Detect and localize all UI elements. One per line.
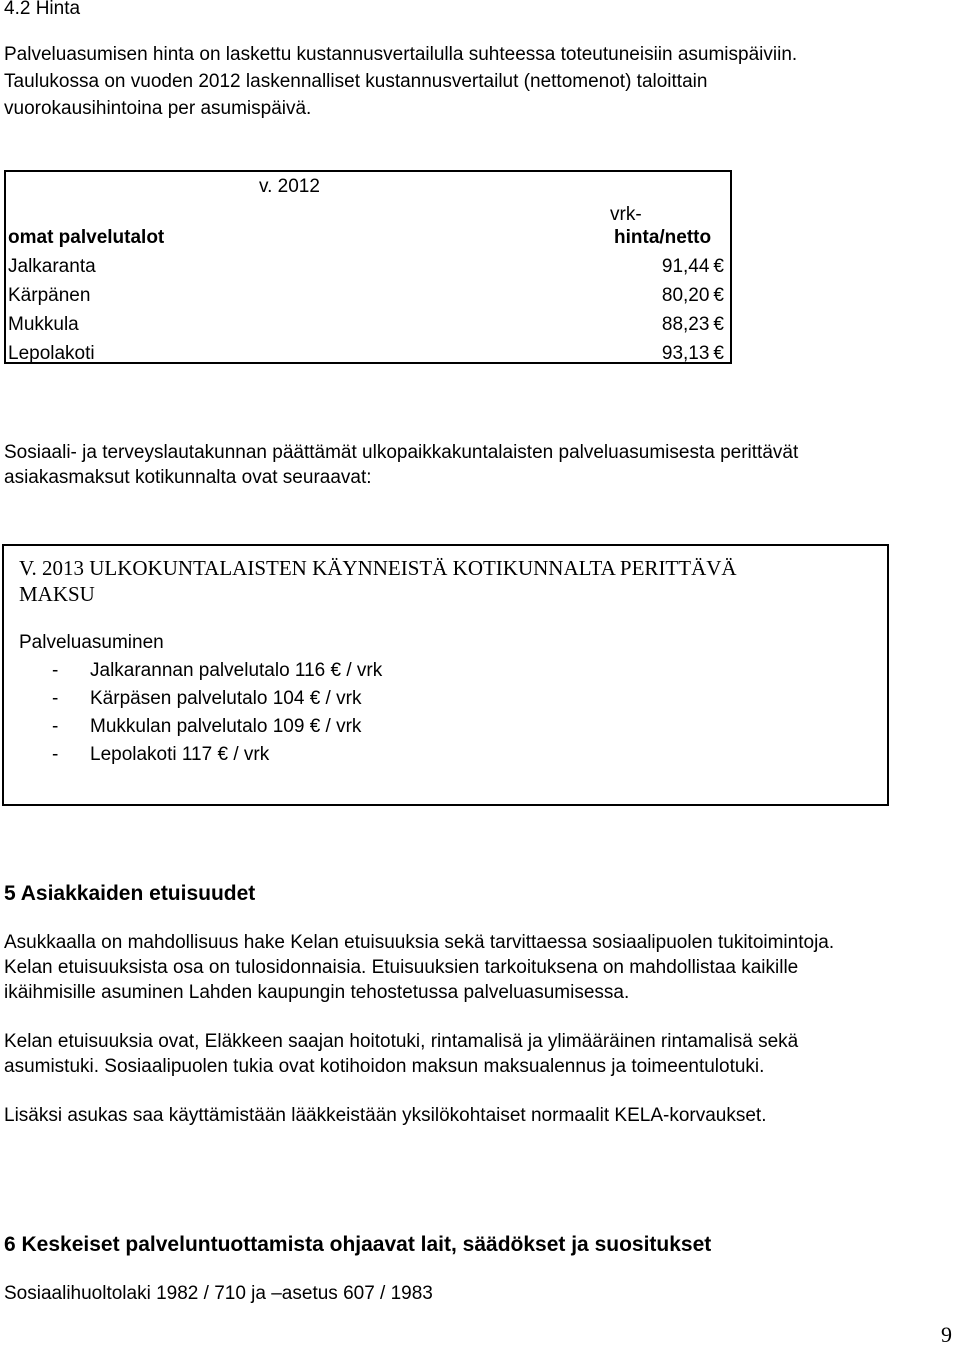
paragraph-line: vuorokausihintoina per asumispäivä. — [4, 98, 312, 119]
table-row-value: 88,23 € — [661, 314, 724, 335]
paragraph-line: asumistuki. Sosiaalipuolen tukia ovat kotihoidon maksun maksualennus ja toimeentulotuki. — [4, 1056, 765, 1077]
column-header-line1: vrk- — [610, 204, 642, 225]
euro-icon: € — [713, 314, 724, 335]
list-item: - Lepolakoti 117 € / vrk — [52, 744, 270, 765]
fees-intro-line: asiakasmaksut kotikunnalta ovat seuraavat: — [4, 467, 372, 488]
table-row-name: Lepolakoti — [8, 343, 95, 364]
column-header-price: hinta/netto — [614, 227, 712, 248]
list-item: - Jalkarannan palvelutalo 116 € / vrk — [52, 660, 383, 681]
page-number: 9 — [941, 1322, 952, 1347]
euro-icon: € — [713, 285, 724, 306]
table-row-name: Jalkaranta — [8, 256, 96, 277]
section-heading-5: 5 Asiakkaiden etuisuudet — [4, 882, 256, 905]
column-header-houses: omat palvelutalot — [8, 227, 165, 248]
table-row-value: 91,44 € — [661, 256, 724, 277]
paragraph-line: Sosiaalihuoltolaki 1982 / 710 ja –asetus 607 / 1983 — [4, 1283, 433, 1304]
euro-icon: € — [713, 343, 724, 364]
paragraph-line: Kelan etuisuuksista osa on tulosidonnaisia. Etuisuuksien tarkoituksena on mahdollistaa kaikille — [4, 957, 799, 978]
euro-icon: € — [713, 256, 724, 277]
table-row-name: Mukkula — [8, 314, 79, 335]
fee-box — [2, 544, 889, 806]
list-item: - Kärpäsen palvelutalo 104 € / vrk — [52, 688, 362, 709]
fee-box-subheading: Palveluasuminen — [19, 632, 164, 653]
paragraph-line: Kelan etuisuuksia ovat, Eläkkeen saajan hoitotuki, rintamalisä ja ylimääräinen rintamalisä sekä — [4, 1031, 799, 1052]
table-row-value: 80,20 € — [661, 285, 724, 306]
list-item: - Mukkulan palvelutalo 109 € / vrk — [52, 716, 362, 737]
fee-box-title: V. 2013 ULKOKUNTALAISTEN KÄYNNEISTÄ KOTIKUNNALTA PERITTÄVÄ — [19, 556, 737, 580]
table-year-label: v. 2012 — [259, 176, 320, 197]
paragraph-line: Lisäksi asukas saa käyttämistään lääkkeistään yksilökohtaiset normaalit KELA-korvaukset. — [4, 1105, 767, 1126]
paragraph-line: ikäihmisille asuminen Lahden kaupungin tehostetussa palveluasumisessa. — [4, 982, 630, 1003]
section-heading-4-2: 4.2 Hinta — [4, 0, 81, 19]
paragraph-line: Asukkaalla on mahdollisuus hake Kelan etuisuuksia sekä tarvittaessa sosiaalipuolen tukitoimintoja. — [4, 932, 835, 953]
section-heading-6: 6 Keskeiset palveluntuottamista ohjaavat lait, säädökset ja suositukset — [4, 1233, 712, 1256]
fee-box-title: MAKSU — [19, 582, 95, 606]
paragraph-line: Palveluasumisen hinta on laskettu kustannusvertailulla suhteessa toteutuneisiin asumispäiviin. — [4, 44, 798, 65]
fees-intro-line: Sosiaali- ja terveyslautakunnan päättämät ulkopaikkakuntalaisten palveluasumisesta perittävät — [4, 442, 799, 463]
paragraph-line: Taulukossa on vuoden 2012 laskennalliset kustannusvertailut (nettomenot) taloittain — [4, 71, 708, 92]
table-row-value: 93,13 € — [661, 343, 724, 364]
price-table — [4, 170, 732, 364]
table-row-name: Kärpänen — [8, 285, 91, 306]
